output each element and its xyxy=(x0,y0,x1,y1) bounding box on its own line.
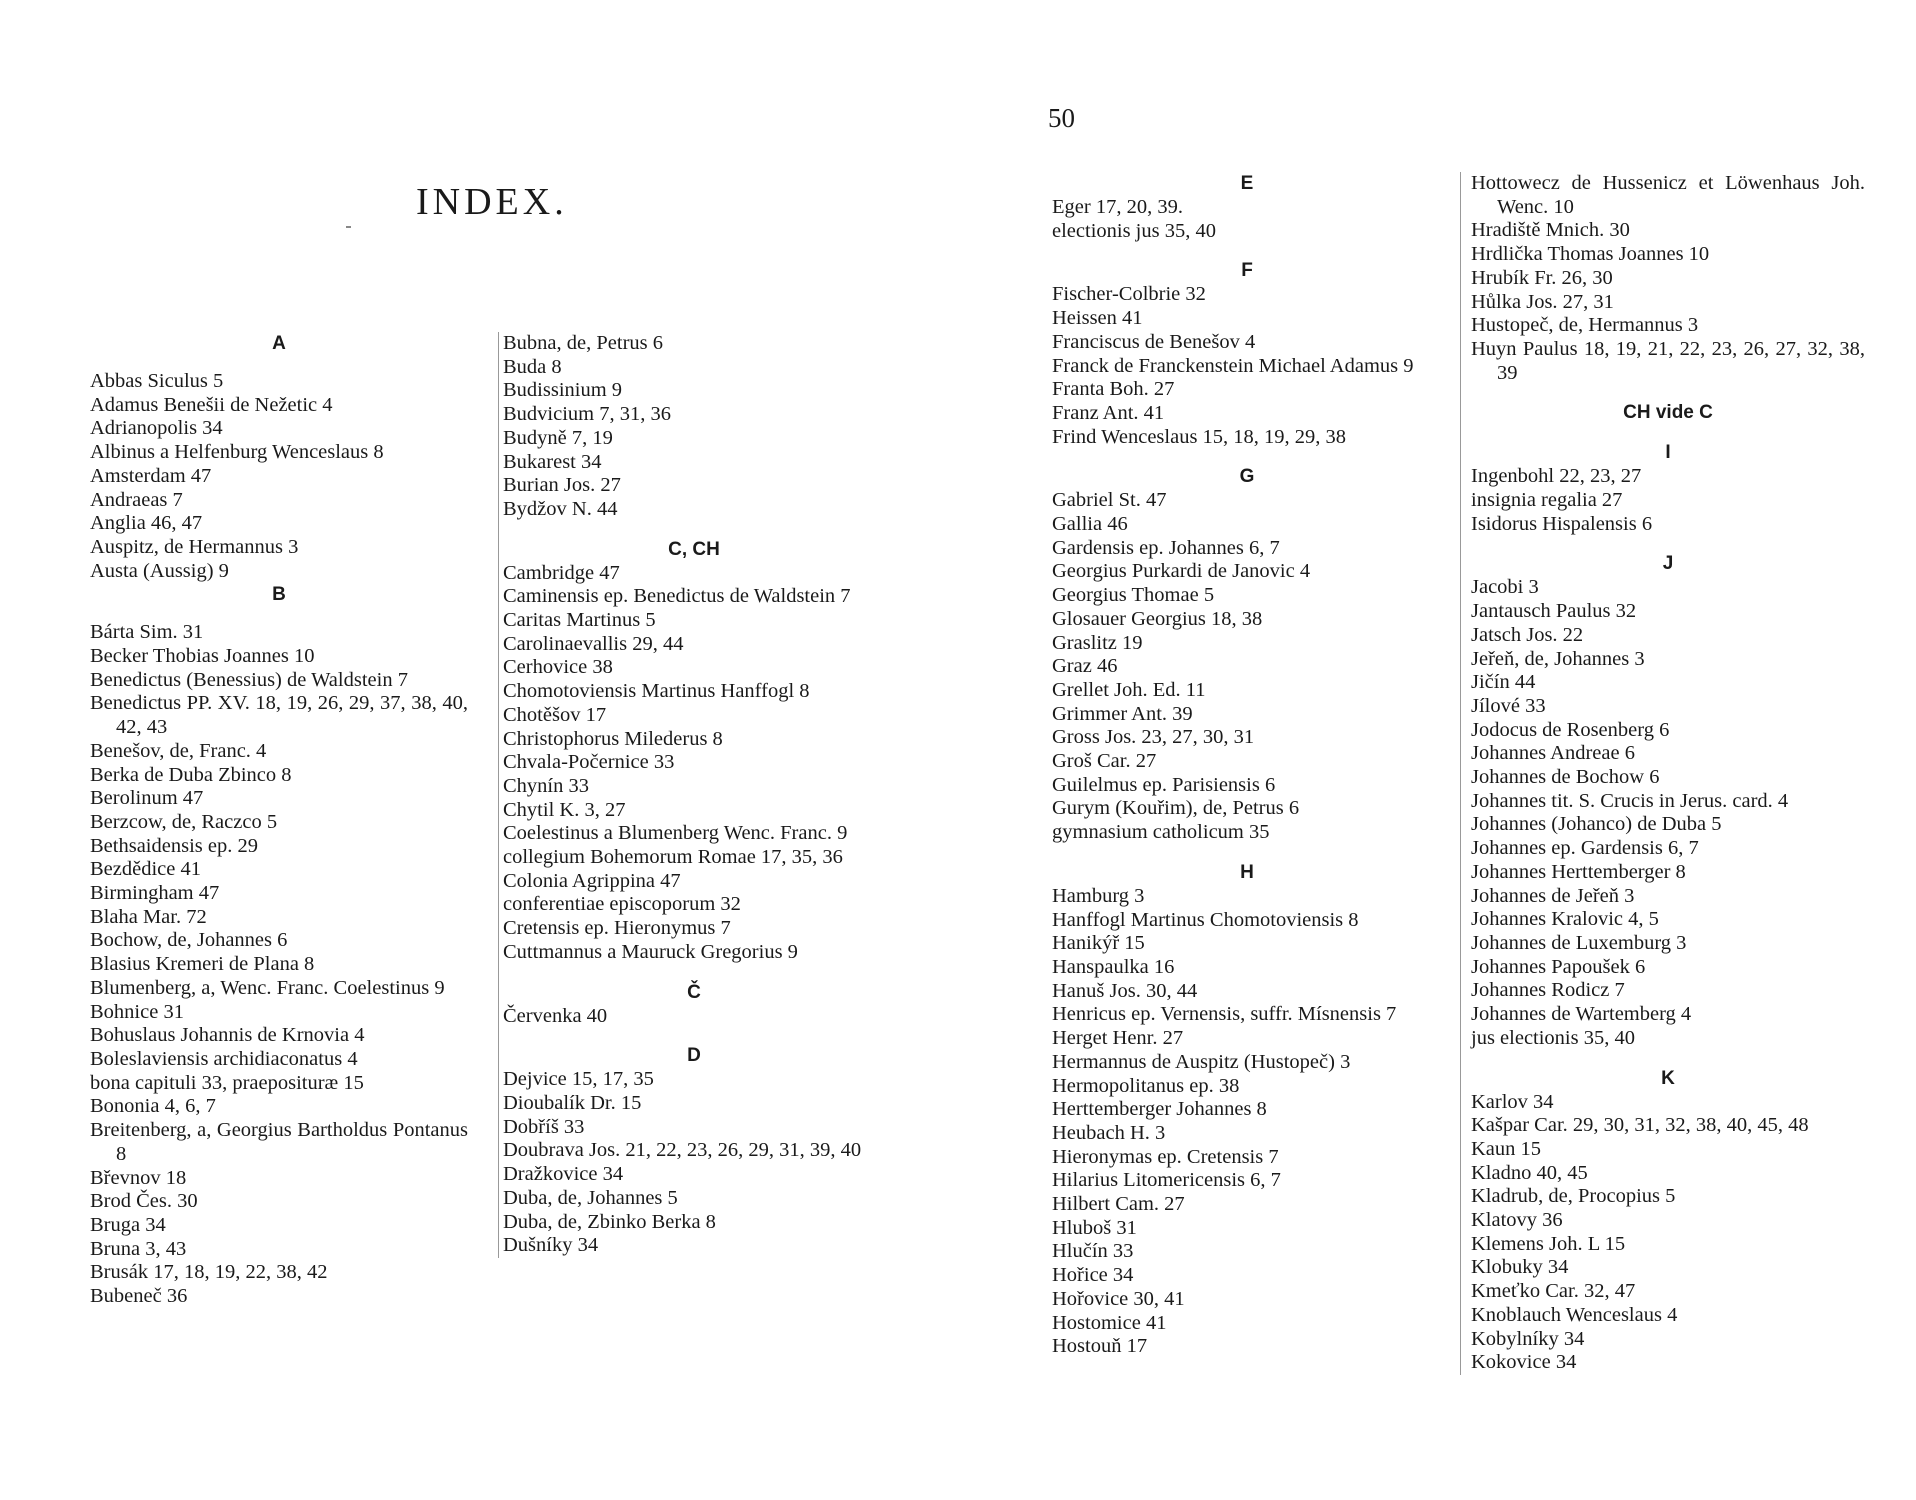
index-entry: Bárta Sim. 31 xyxy=(90,621,204,644)
index-entry: Kobylníky 34 xyxy=(1471,1327,1585,1350)
index-entry: Johannes de Bochow 6 xyxy=(1471,766,1660,789)
section-letter: G xyxy=(1239,466,1255,488)
index-entry: Jacobi 3 xyxy=(1471,576,1539,599)
index-entry: Hanuš Jos. 30, 44 xyxy=(1052,979,1198,1002)
index-entry: collegium Bohemorum Romae 17, 35, 36 xyxy=(503,846,843,869)
index-entry: Berka de Duba Zbinco 8 xyxy=(90,763,292,786)
index-entry: Johannes Kralovic 4, 5 xyxy=(1471,908,1659,931)
index-entry: Jeřeň, de, Johannes 3 xyxy=(1471,647,1645,670)
index-entry: Grimmer Ant. 39 xyxy=(1052,702,1193,725)
index-entry: Bruna 3, 43 xyxy=(90,1237,187,1260)
index-entry: Dioubalík Dr. 15 xyxy=(503,1091,642,1114)
index-entry: Graslitz 19 xyxy=(1052,631,1143,654)
index-entry: Becker Thobias Joannes 10 xyxy=(90,645,315,668)
index-entry: Hostomice 41 xyxy=(1052,1311,1167,1334)
index-entry: Amsterdam 47 xyxy=(90,464,212,487)
index-entry: Bubna, de, Petrus 6 xyxy=(503,332,663,354)
index-entry: Hořovice 30, 41 xyxy=(1052,1287,1185,1310)
index-entry: Johannes de Wartemberg 4 xyxy=(1471,1003,1692,1026)
section-letter: A xyxy=(272,333,286,354)
index-entry: conferentiae episcoporum 32 xyxy=(503,893,741,916)
index-entry: Klemens Joh. L 15 xyxy=(1471,1232,1626,1255)
index-entry: Herttemberger Johannes 8 xyxy=(1052,1098,1267,1121)
index-entry: Austa (Aussig) 9 xyxy=(90,559,229,582)
index-entry: Bukarest 34 xyxy=(503,450,602,473)
index-entry: Groš Car. 27 xyxy=(1052,750,1157,773)
index-entry: Buda 8 xyxy=(503,355,562,378)
index-entry: Johannes (Johanco) de Duba 5 xyxy=(1471,813,1722,836)
index-entry: Bruga 34 xyxy=(90,1213,166,1236)
index-title: INDEX. xyxy=(416,181,568,223)
index-entry: Hůlka Jos. 27, 31 xyxy=(1471,290,1614,313)
section-letter: E xyxy=(1240,173,1254,194)
index-entry: Bubeneč 36 xyxy=(90,1285,188,1308)
page-number: 50 xyxy=(1048,103,1075,133)
index-entry: Fischer-Colbrie 32 xyxy=(1052,283,1206,306)
index-entry: Chomotoviensis Martinus Hanffogl 8 xyxy=(503,680,810,703)
index-entry: Franta Boh. 27 xyxy=(1052,378,1175,401)
index-entry: Gallia 46 xyxy=(1052,513,1128,536)
index-entry: Chvala-Počernice 33 xyxy=(503,751,675,774)
index-entry: Hamburg 3 xyxy=(1052,884,1145,907)
index-column-4 xyxy=(1460,172,1865,1375)
index-entry: Johannes Rodicz 7 xyxy=(1471,979,1625,1002)
index-entry: Isidorus Hispalensis 6 xyxy=(1471,512,1653,535)
index-entry: Huyn Paulus 18, 19, 21, 22, 23, 26, 27, 32, 38, 39 xyxy=(1471,337,1865,384)
index-entry: Budyně 7, 19 xyxy=(503,426,613,449)
section-letter: H xyxy=(1240,861,1254,883)
index-entry: Graz 46 xyxy=(1052,655,1118,678)
index-entry: Hrubík Fr. 26, 30 xyxy=(1471,266,1613,289)
index-entry: Bethsaidensis ep. 29 xyxy=(90,834,258,857)
index-entry: Johannes Andreae 6 xyxy=(1471,742,1635,765)
index-entry: Johannes ep. Gardensis 6, 7 xyxy=(1471,837,1699,860)
index-column-1 xyxy=(90,332,468,1309)
index-entry: gymnasium catholicum 35 xyxy=(1052,821,1270,844)
index-entry: Abbas Siculus 5 xyxy=(90,370,224,392)
index-entry: Berzcow, de, Raczco 5 xyxy=(90,810,278,833)
index-entry: Bononia 4, 6, 7 xyxy=(90,1095,216,1118)
index-entry: Hanffogl Martinus Chomotoviensis 8 xyxy=(1052,908,1359,931)
index-entry: Andraeas 7 xyxy=(90,488,183,511)
index-entry: Benedictus PP. XV. 18, 19, 26, 29, 37, 38, 40, 42, 43 xyxy=(90,692,468,739)
index-entry: Karlov 34 xyxy=(1471,1090,1554,1113)
index-entry: electionis jus 35, 40 xyxy=(1052,219,1216,242)
index-column-2 xyxy=(498,332,885,1258)
index-entry: Franciscus de Benešov 4 xyxy=(1052,330,1256,353)
index-entry: Gardensis ep. Johannes 6, 7 xyxy=(1052,536,1280,559)
index-entry: Auspitz, de Hermannus 3 xyxy=(90,535,299,558)
index-entry: bona capituli 33, praeposituræ 15 xyxy=(90,1071,364,1094)
index-entry: Heissen 41 xyxy=(1052,307,1143,330)
index-entry: jus electionis 35, 40 xyxy=(1471,1026,1635,1049)
section-letter: F xyxy=(1241,260,1253,282)
index-entry: Červenka 40 xyxy=(503,1004,608,1027)
index-entry: Caritas Martinus 5 xyxy=(503,609,656,632)
index-entry: Benešov, de, Franc. 4 xyxy=(90,739,267,762)
index-entry: Johannes de Luxemburg 3 xyxy=(1471,931,1687,954)
index-entry: Jatsch Jos. 22 xyxy=(1471,623,1584,646)
index-entry: Chynín 33 xyxy=(503,774,589,797)
index-entry: Dražkovice 34 xyxy=(503,1163,624,1186)
index-entry: Bochow, de, Johannes 6 xyxy=(90,929,288,952)
index-entry: Cambridge 47 xyxy=(503,561,620,584)
index-entry: Kmeťko Car. 32, 47 xyxy=(1471,1280,1636,1303)
index-entry: Dejvice 15, 17, 35 xyxy=(503,1068,654,1091)
index-entry: Hermopolitanus ep. 38 xyxy=(1052,1074,1240,1097)
index-entry: Hlučín 33 xyxy=(1052,1240,1134,1263)
index-entry: Doubrava Jos. 21, 22, 23, 26, 29, 31, 39, 40 xyxy=(503,1139,862,1162)
section-letter: J xyxy=(1662,553,1674,575)
index-entry: Hanspaulka 16 xyxy=(1052,955,1175,978)
index-entry: Frind Wenceslaus 15, 18, 19, 29, 38 xyxy=(1052,425,1347,448)
index-entry: Blaha Mar. 72 xyxy=(90,905,207,928)
index-entry: Hermannus de Auspitz (Hustopeč) 3 xyxy=(1052,1050,1351,1073)
index-entry: Cretensis ep. Hieronymus 7 xyxy=(503,917,731,940)
index-entry: Franz Ant. 41 xyxy=(1052,401,1165,424)
index-entry: Burian Jos. 27 xyxy=(503,474,621,497)
index-entry: Ingenbohl 22, 23, 27 xyxy=(1471,465,1642,488)
index-entry: Hostouň 17 xyxy=(1052,1335,1148,1358)
section-letter: B xyxy=(272,584,286,606)
section-letter: C, CH xyxy=(668,538,720,560)
index-entry: Gross Jos. 23, 27, 30, 31 xyxy=(1052,726,1255,749)
section-letter: K xyxy=(1661,1067,1675,1089)
index-entry: Henricus ep. Vernensis, suffr. Mísnensis 7 xyxy=(1052,1003,1397,1026)
index-entry: Hilbert Cam. 27 xyxy=(1052,1193,1185,1216)
index-entry: Johannes tit. S. Crucis in Jerus. card. 4 xyxy=(1471,789,1789,812)
index-entry: Kladrub, de, Procopius 5 xyxy=(1471,1185,1676,1208)
index-entry: Chytil K. 3, 27 xyxy=(503,798,626,821)
index-entry: Grellet Joh. Ed. 11 xyxy=(1052,678,1206,701)
index-entry: Anglia 46, 47 xyxy=(90,512,203,535)
index-column-3 xyxy=(1052,172,1442,1359)
index-entry: insignia regalia 27 xyxy=(1471,489,1623,512)
index-entry: Klobuky 34 xyxy=(1471,1256,1569,1279)
index-entry: Jílové 33 xyxy=(1471,694,1546,717)
index-entry: Jantausch Paulus 32 xyxy=(1471,600,1637,623)
index-entry: Caminensis ep. Benedictus de Waldstein 7 xyxy=(503,585,851,608)
index-entry: Jičín 44 xyxy=(1471,671,1536,694)
index-entry: Kaun 15 xyxy=(1471,1137,1542,1160)
index-entry: Benedictus (Benessius) de Waldstein 7 xyxy=(90,668,408,691)
index-entry: Budissinium 9 xyxy=(503,379,623,402)
index-entry: Blasius Kremeri de Plana 8 xyxy=(90,953,315,976)
index-entry: Johannes Papoušek 6 xyxy=(1471,955,1646,978)
index-entry: Berolinum 47 xyxy=(90,787,204,810)
index-entry: Birmingham 47 xyxy=(90,882,220,905)
index-entry: Johannes Herttemberger 8 xyxy=(1471,860,1686,883)
index-entry: Bohuslaus Johannis de Krnovia 4 xyxy=(90,1024,365,1047)
index-entry: Budvicium 7, 31, 36 xyxy=(503,403,671,426)
section-letter: Č xyxy=(687,981,701,1003)
index-entry: Colonia Agrippina 47 xyxy=(503,869,681,892)
section-letter: D xyxy=(687,1045,701,1067)
index-entry: Bohnice 31 xyxy=(90,1000,184,1023)
index-entry: Heubach H. 3 xyxy=(1052,1121,1166,1144)
index-entry: Klatovy 36 xyxy=(1471,1209,1563,1232)
index-entry: Adamus Benešii de Nežetic 4 xyxy=(90,393,333,416)
index-entry: Duba, de, Zbinko Berka 8 xyxy=(503,1210,716,1233)
index-entry: Hradiště Mnich. 30 xyxy=(1471,219,1630,242)
index-entry: Duba, de, Johannes 5 xyxy=(503,1186,678,1209)
index-entry: Brod Čes. 30 xyxy=(90,1190,198,1213)
index-entry: Kašpar Car. 29, 30, 31, 32, 38, 40, 45, 48 xyxy=(1471,1114,1809,1137)
index-entry: Albinus a Helfenburg Wenceslaus 8 xyxy=(90,441,384,464)
index-entry: Georgius Thomae 5 xyxy=(1052,584,1215,607)
index-entry: Hrdlička Thomas Joannes 10 xyxy=(1471,243,1710,266)
index-entry: Breitenberg, a, Georgius Bartholdus Pontanus 8 xyxy=(90,1119,468,1165)
index-entry: Gabriel St. 47 xyxy=(1052,489,1167,512)
section-letter: CH vide C xyxy=(1623,402,1713,424)
index-entry: Kladno 40, 45 xyxy=(1471,1161,1588,1184)
index-entry: Cuttmannus a Mauruck Gregorius 9 xyxy=(503,940,798,963)
index-entry: Hanikýř 15 xyxy=(1052,932,1145,955)
index-entry: Kokovice 34 xyxy=(1471,1351,1577,1374)
index-entry: Franck de Franckenstein Michael Adamus 9 xyxy=(1052,354,1414,377)
index-entry: Herget Henr. 27 xyxy=(1052,1027,1184,1050)
index-entry: Cerhovice 38 xyxy=(503,656,613,679)
index-entry: Břevnov 18 xyxy=(90,1166,187,1189)
index-entry: Hilarius Litomericensis 6, 7 xyxy=(1052,1169,1281,1192)
index-entry: Jodocus de Rosenberg 6 xyxy=(1471,718,1670,741)
index-entry: Hustopeč, de, Hermannus 3 xyxy=(1471,314,1699,337)
index-entry: Carolinaevallis 29, 44 xyxy=(503,632,684,655)
section-letter: I xyxy=(1665,442,1671,464)
index-entry: Hieronymas ep. Cretensis 7 xyxy=(1052,1145,1279,1168)
index-entry: Knoblauch Wenceslaus 4 xyxy=(1471,1303,1678,1326)
decorative-dash xyxy=(346,226,351,228)
index-entry: Blumenberg, a, Wenc. Franc. Coelestinus 9 xyxy=(90,976,445,999)
index-entry: Gurym (Kouřim), de, Petrus 6 xyxy=(1052,797,1300,820)
index-entry: Eger 17, 20, 39. xyxy=(1052,196,1183,218)
index-entry: Johannes de Jeřeň 3 xyxy=(1471,884,1635,907)
index-entry: Chotěšov 17 xyxy=(503,703,607,726)
index-entry: Christophorus Milederus 8 xyxy=(503,727,723,750)
index-entry: Guilelmus ep. Parisiensis 6 xyxy=(1052,773,1276,796)
index-entry: Hořice 34 xyxy=(1052,1264,1134,1287)
index-entry: Adrianopolis 34 xyxy=(90,417,223,440)
index-entry: Georgius Purkardi de Janovic 4 xyxy=(1052,560,1311,583)
index-entry: Coelestinus a Blumenberg Wenc. Franc. 9 xyxy=(503,822,848,845)
index-entry: Brusák 17, 18, 19, 22, 38, 42 xyxy=(90,1261,328,1284)
index-entry: Boleslaviensis archidiaconatus 4 xyxy=(90,1047,358,1070)
index-entry: Dobříš 33 xyxy=(503,1115,585,1138)
index-entry: Bezdědice 41 xyxy=(90,858,201,881)
index-entry: Hluboš 31 xyxy=(1052,1216,1137,1239)
index-entry: Glosauer Georgius 18, 38 xyxy=(1052,607,1263,630)
index-entry: Dušníky 34 xyxy=(503,1234,599,1257)
index-entry: Bydžov N. 44 xyxy=(503,497,618,520)
index-entry: Hottowecz de Hussenicz et Löwenhaus Joh. Wenc. 10 xyxy=(1471,172,1865,218)
